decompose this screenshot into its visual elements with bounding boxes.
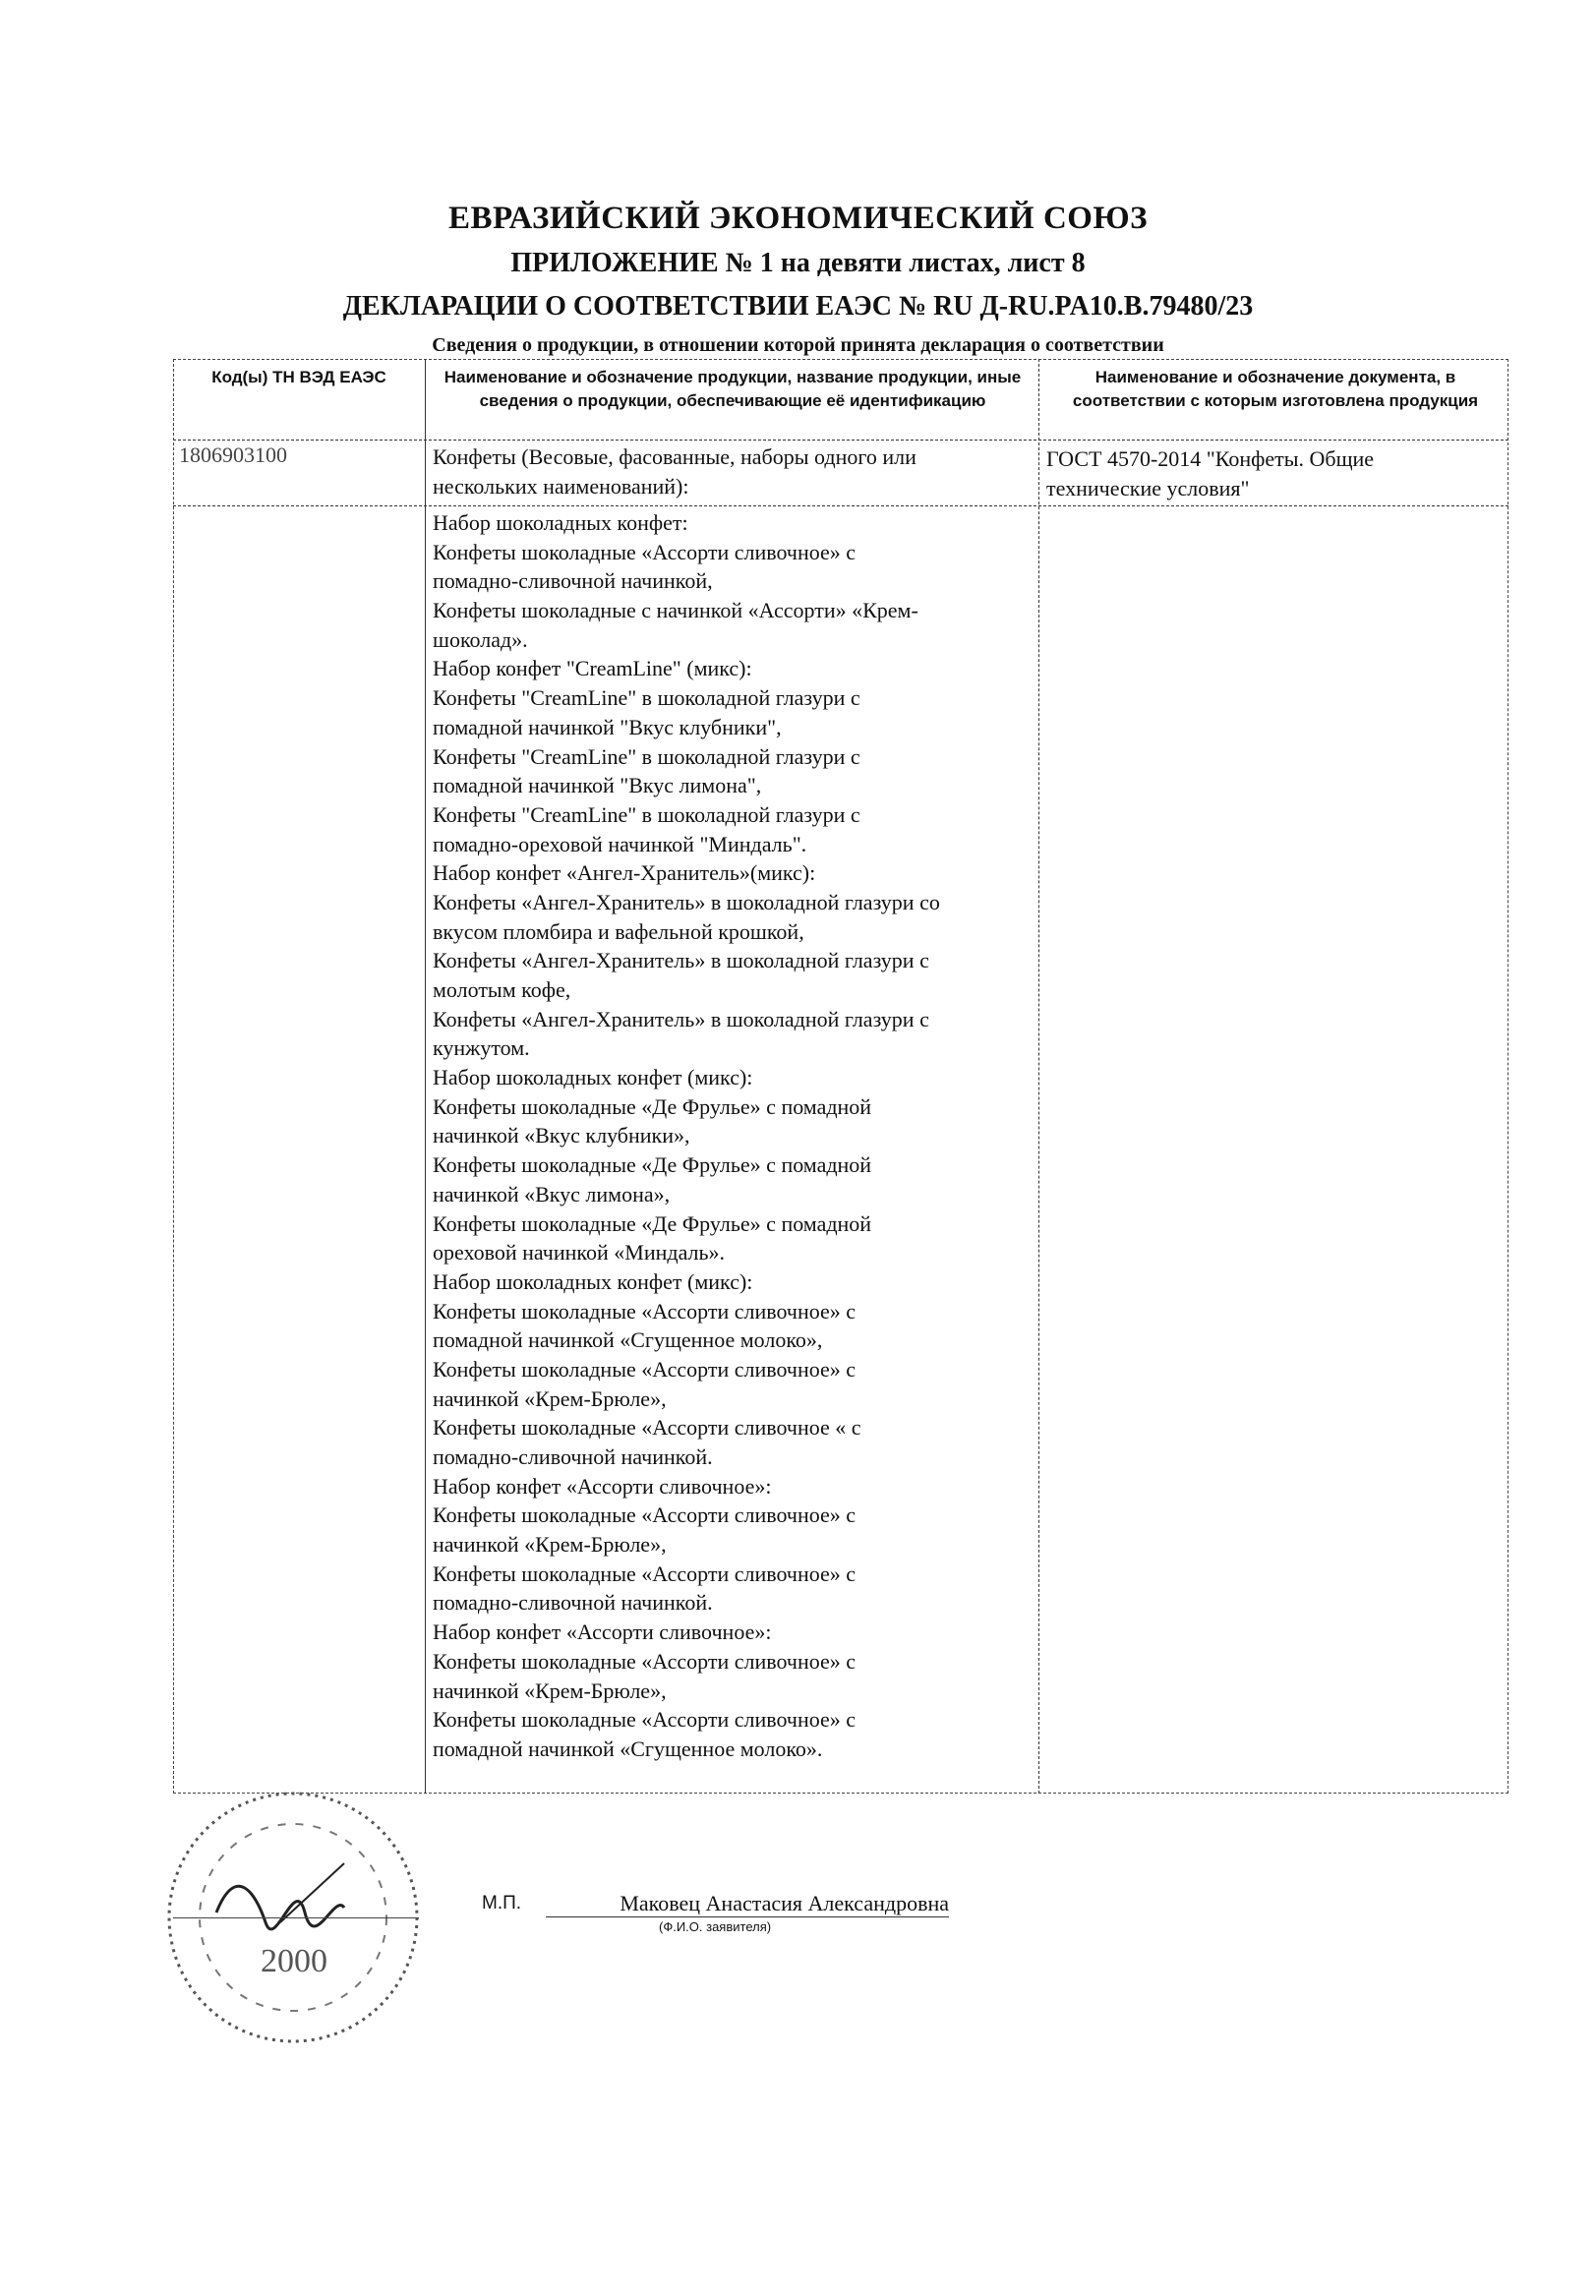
product-detail-line: Конфеты "CreamLine" в шоколадной глазури с [433,743,860,769]
column-header-code: Код(ы) ТН ВЭД ЕАЭС [211,368,386,386]
product-detail-line: Конфеты шоколадные «Ассорти сливочное» с [433,1707,857,1733]
product-detail-line: Конфеты шоколадные «Ассорти сливочное» с [433,1560,857,1586]
product-detail-line: помадно-ореховой начинкой "Миндаль". [433,831,807,856]
standard-line: технические условия" [1046,475,1250,500]
product-detail-line: Конфеты "CreamLine" в шоколадной глазури с [433,685,860,711]
stamp-placeholder-label: М.П. [482,1893,522,1913]
product-detail-line: начинкой «Крем-Брюле», [433,1678,667,1703]
product-detail-line: помадной начинкой "Вкус клубники", [433,714,782,739]
product-detail-line: начинкой «Вкус лимона», [433,1181,671,1207]
product-detail-line: Набор конфет «Ассорти сливочное»: [433,1473,772,1499]
product-detail-line: шоколад». [433,626,528,652]
product-detail-line: Конфеты «Ангел-Хранитель» в шоколадной глазури с [433,1006,929,1031]
product-detail-line: Конфеты шоколадные «Ассорти сливочное» с [433,1648,857,1674]
tn-ved-code: 1806903100 [179,442,287,467]
svg-text:2000: 2000 [261,1943,327,1979]
product-detail-line: Набор шоколадных конфет (микс): [433,1065,753,1090]
product-detail-line: Набор шоколадных конфет: [433,510,688,535]
product-detail-line: помадной начинкой "Вкус лимона", [433,773,762,798]
product-line: нескольких наименований): [433,473,689,499]
header-divider [173,440,1508,441]
table-subtitle: Сведения о продукции, в отношении которой принята декларация о соответствии [432,334,1164,356]
declaration-number: ДЕКЛАРАЦИИ О СООТВЕТСТВИИ ЕАЭС № RU Д-RU.PA10.B.79480/23 [342,291,1254,322]
product-detail-line: ореховой начинкой «Миндаль». [433,1240,726,1266]
product-detail-line: Набор конфет "CreamLine" (микс): [433,656,752,681]
product-detail-line: Конфеты шоколадные с начинкой «Ассорти» «Крем- [433,598,918,623]
product-detail-line: помадно-сливочной начинкой. [433,1444,713,1469]
standard-document [1046,444,1374,502]
product-detail-line: Конфеты шоколадные «Ассорти сливочное» с [433,1502,857,1528]
product-detail-line: Конфеты "CreamLine" в шоколадной глазури с [433,801,860,827]
product-detail-line: Набор конфет «Ангел-Хранитель»(микс): [433,860,816,886]
product-detail-line: Конфеты «Ангел-Хранитель» в шоколадной глазури со [433,889,940,914]
column-header-standard: Наименование и обозначение документа, в соответствии с которым изготовлена продукция [1072,368,1479,410]
appendix-title: ПРИЛОЖЕНИЕ № 1 на девяти листах, лист 8 [510,248,1086,278]
column-divider [1038,359,1039,1794]
product-detail-line: кунжутом. [433,1035,530,1061]
row-divider [173,505,1508,506]
standard-line: ГОСТ 4570-2014 "Конфеты. Общие [1046,446,1375,471]
product-detail-line: Конфеты шоколадные «Де Фрулье» с помадной [433,1093,872,1119]
product-detail-line: помадной начинкой «Сгущенное молоко», [433,1327,823,1353]
product-line: Конфеты (Весовые, фасованные, наборы одного или [433,444,916,469]
product-detail-line: Конфеты шоколадные «Де Фрулье» с помадной [433,1152,872,1178]
product-detail-line: начинкой «Крем-Брюле», [433,1532,667,1558]
product-detail-line: помадно-сливочной начинкой. [433,1590,713,1616]
product-detail-line: начинкой «Вкус клубники», [433,1123,690,1148]
product-detail-line: Конфеты шоколадные «Ассорти сливочное» с [433,1298,857,1324]
applicant-name: Маковец Анастасия Александровна [546,1891,949,1917]
product-detail-line: Конфеты «Ангел-Хранитель» в шоколадной глазури с [433,948,929,973]
product-detail-line: начинкой «Крем-Брюле», [433,1385,667,1411]
product-detail-line: вкусом пломбира и вафельной крошкой, [433,918,804,944]
product-detail-line: Конфеты шоколадные «Де Фрулье» с помадной [433,1210,872,1236]
applicant-name-caption: (Ф.И.О. заявителя) [659,1919,772,1934]
product-name [433,442,916,500]
company-seal-icon [157,1775,452,2070]
product-detail-line: Конфеты шоколадные «Ассорти сливочное» с [433,1356,857,1382]
product-details-list [433,508,940,1764]
product-detail-line: молотым кофе, [433,977,571,1002]
column-divider [425,359,426,1794]
product-detail-line: помадно-сливочной начинкой, [433,568,713,594]
product-detail-line: помадной начинкой «Сгущенное молоко». [433,1736,823,1761]
union-title: ЕВРАЗИЙСКИЙ ЭКОНОМИЧЕСКИЙ СОЮЗ [447,201,1149,236]
product-detail-line: Конфеты шоколадные «Ассорти сливочное» с [433,539,857,564]
column-header-product: Наименование и обозначение продукции, название продукции, иные сведения о продукции, обеспечивающие её идентификацию [443,368,1022,410]
product-detail-line: Конфеты шоколадные «Ассорти сливочное « с [433,1415,861,1441]
signature-line [173,1917,419,1918]
product-detail-line: Набор конфет «Ассорти сливочное»: [433,1619,772,1645]
product-detail-line: Набор шоколадных конфет (микс): [433,1268,753,1294]
